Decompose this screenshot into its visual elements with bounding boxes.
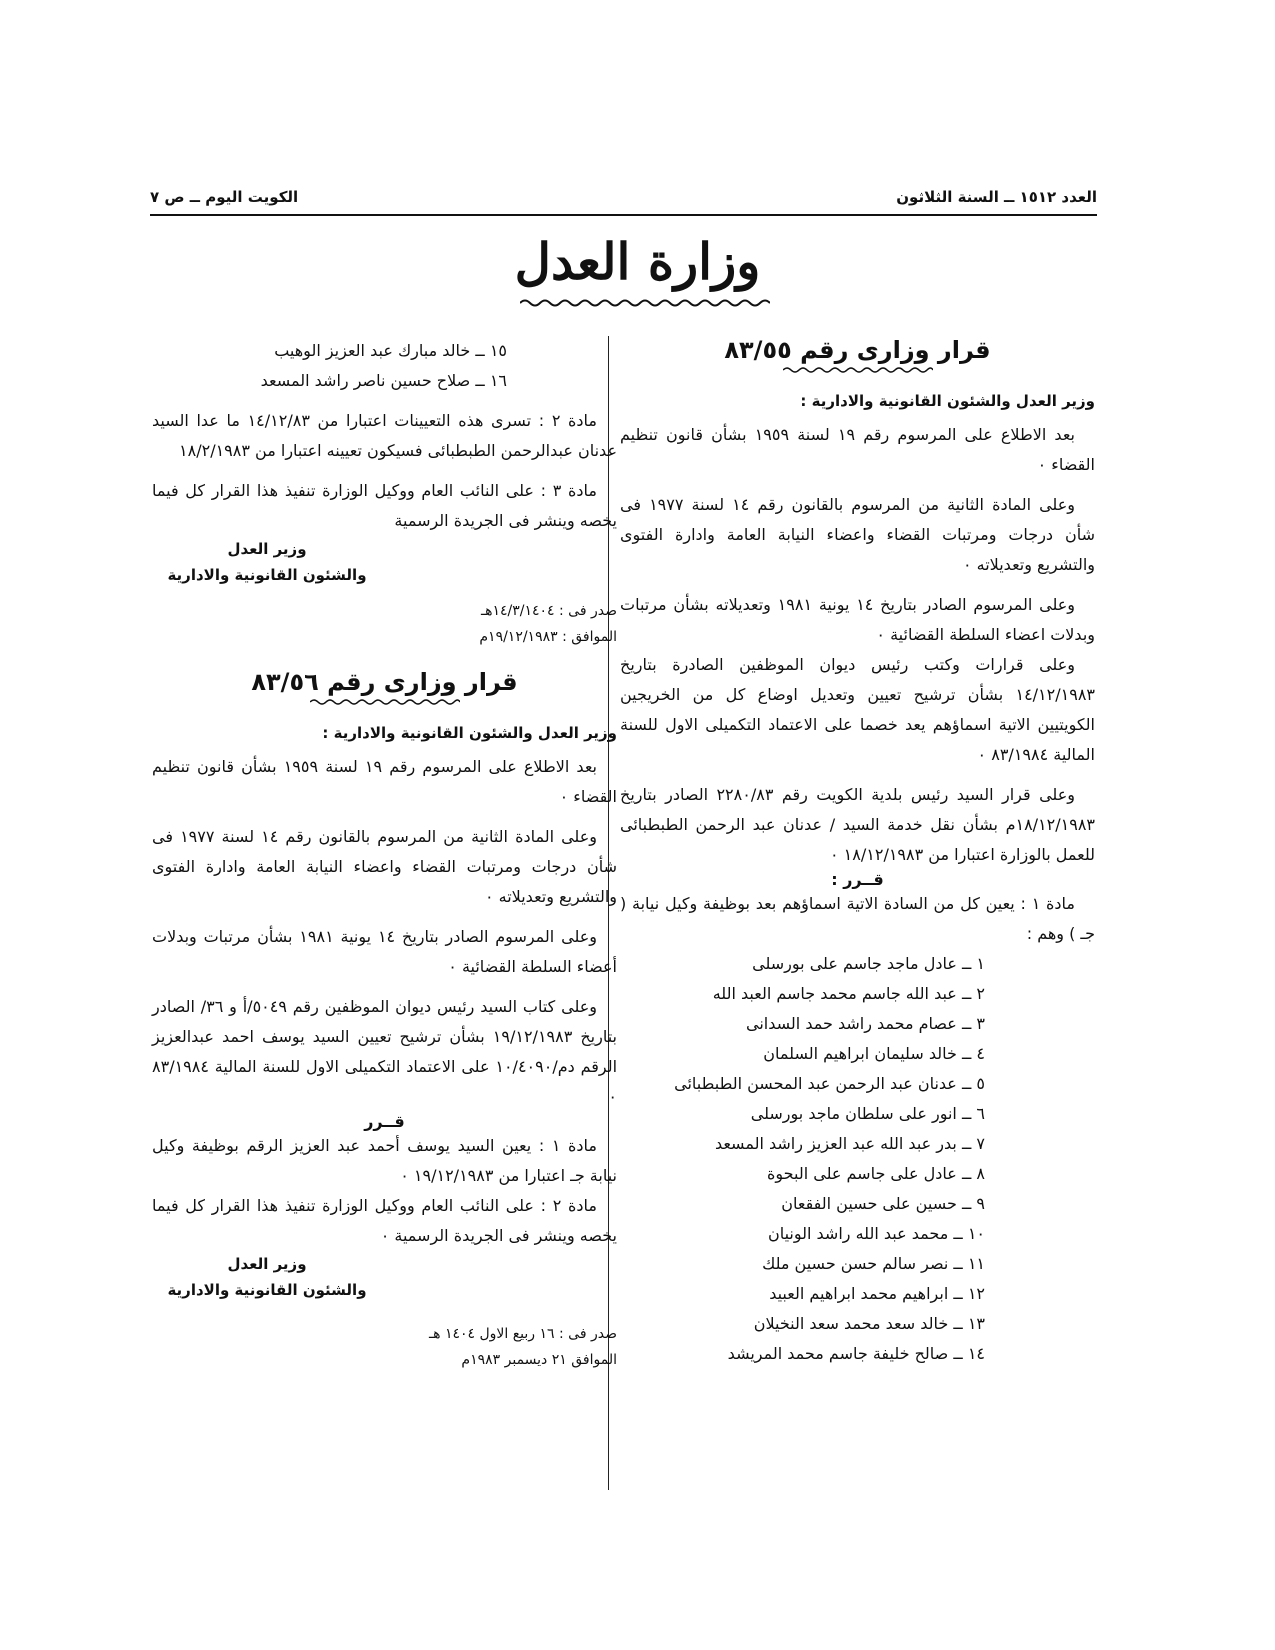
decree-55-preamble-1: بعد الاطلاع على المرسوم رقم ١٩ لسنة ١٩٥٩ بشأن قانون تنظيم القضاء ٠ bbox=[620, 425, 1095, 474]
name-list-item: ٩ ــ حسين على حسين الفقعان bbox=[781, 1194, 985, 1213]
decree-55-corresponding-date: الموافق : ١٩/١٢/١٩٨٣م bbox=[479, 629, 617, 645]
name-list-item: ٧ ــ بدر عبد الله عبد العزيز راشد المسعد bbox=[714, 1134, 985, 1153]
decree-56-decided: قــرر bbox=[364, 1112, 405, 1131]
name-list-item: ١٠ ــ محمد عبد الله راشد الونيان bbox=[767, 1224, 985, 1243]
decree-56-minister-line: وزير العدل والشئون القانونية والادارية : bbox=[322, 724, 617, 742]
header-rule bbox=[150, 214, 1097, 216]
decree-56-preamble-3: وعلى المرسوم الصادر بتاريخ ١٤ يونية ١٩٨١ بشأن مرتبات وبدلات أعضاء السلطة القضائية ٠ bbox=[152, 927, 617, 976]
decree-55-title: قرار وزارى رقم ٨٣/٥٥ bbox=[724, 336, 991, 364]
name-list-item: ١١ ــ نصر سالم حسن حسين ملك bbox=[762, 1254, 985, 1273]
name-list-item: ٢ ــ عبد الله جاسم محمد جاسم العبد الله bbox=[712, 984, 985, 1003]
decree-55-article-2: مادة ٢ : تسرى هذه التعيينات اعتبارا من ١٤/١٢/٨٣ ما عدا السيد عدنان عبدالرحمن الطبطبائى فسيكون تعيينه اعتبارا من ١٨/٢/١٩٨٣ bbox=[152, 411, 617, 460]
decree-55-preamble-3: وعلى المرسوم الصادر بتاريخ ١٤ يونية ١٩٨١ وتعديلاته بشأن مرتبات وبدلات اعضاء السلطة القضائية ٠ bbox=[620, 595, 1095, 644]
decree-55-signature-title: وزير العدل bbox=[227, 540, 307, 558]
decree-56-article-2: مادة ٢ : على النائب العام ووكيل الوزارة تنفيذ هذا القرار كل فيما يخصه وينشر فى الجريدة الرسمية ٠ bbox=[152, 1196, 617, 1245]
decree-56-title: قرار وزارى رقم ٨٣/٥٦ bbox=[251, 668, 518, 696]
decree-56-title-ornament bbox=[310, 698, 460, 706]
decree-55-column bbox=[620, 336, 1095, 1369]
decree-55-title-ornament bbox=[783, 366, 933, 374]
decree-56-preamble-4: وعلى كتاب السيد رئيس ديوان الموظفين رقم ٥٠٤٩/أ و ٣٦/ الصادر بتاريخ ١٩/١٢/١٩٨٣ بشأن ترشيح تعيين السيد يوسف احمد عبدالعزيز الرقم دم/١٠/٤٠٩٠ على الاعتماد التكميلى الاول للسنة المالية ٨٣/١٩٨٤ ٠ bbox=[152, 997, 618, 1106]
decree-55-continuation-and-56-column bbox=[152, 336, 617, 1373]
ministry-title-ornament bbox=[520, 298, 770, 308]
decree-55-decided: قــرر : bbox=[831, 870, 884, 889]
decree-56-signature-subtitle: والشئون القانونية والادارية bbox=[167, 1281, 367, 1299]
decree-55-preamble-4: وعلى قرارات وكتب رئيس ديوان الموظفين الصادرة بتاريخ ١٤/١٢/١٩٨٣ بشأن ترشيح تعيين وتعديل اوضاع كل من الخريجين الكويتيين الاتية اسماؤهم يعد خصما على الاعتماد التكميلى الاول للسنة المالية ٨٣/١٩٨٤ ٠ bbox=[620, 655, 1095, 764]
issue-header: العدد ١٥١٢ ــ السنة الثلاثون bbox=[896, 188, 1097, 206]
decree-55-signature-subtitle: والشئون القانونية والادارية bbox=[167, 566, 367, 584]
decree-56-article-1: مادة ١ : يعين السيد يوسف أحمد عبد العزيز الرقم بوظيفة وكيل نيابة جـ اعتبارا من ١٩/١٢/١٩٨٣ ٠ bbox=[152, 1136, 617, 1185]
decree-55-issued-date: صدر فى : ١٤/٣/١٤٠٤هـ bbox=[481, 603, 617, 619]
decree-55-preamble-2: وعلى المادة الثانية من المرسوم بالقانون رقم ١٤ لسنة ١٩٧٧ فى شأن درجات ومرتبات القضاء واعضاء النيابة العامة وادارة الفتوى والتشريع وتعديلاته ٠ bbox=[620, 495, 1095, 574]
page-header: الكويت اليوم ــ ص ٧ bbox=[150, 188, 299, 206]
decree-56-signature-title: وزير العدل bbox=[227, 1255, 307, 1273]
name-list-item: ٤ ــ خالد سليمان ابراهيم السلمان bbox=[763, 1044, 985, 1063]
ministry-title: وزارة العدل bbox=[514, 232, 761, 291]
name-list-item: ١٤ ــ صالح خليفة جاسم محمد المريشد bbox=[727, 1344, 985, 1363]
name-list-item: ٣ ــ عصام محمد راشد حمد السدانى bbox=[746, 1014, 985, 1033]
decree-56-corresponding-date: الموافق ٢١ ديسمبر ١٩٨٣م bbox=[461, 1352, 617, 1368]
decree-55-article-3: مادة ٣ : على النائب العام ووكيل الوزارة تنفيذ هذا القرار كل فيما يخصه وينشر فى الجريدة الرسمية bbox=[152, 481, 617, 530]
name-list-item: ٨ ــ عادل على جاسم على البحوة bbox=[767, 1164, 985, 1183]
decree-56-preamble-2: وعلى المادة الثانية من المرسوم بالقانون رقم ١٤ لسنة ١٩٧٧ فى شأن درجات ومرتبات القضاء واعضاء النيابة العامة وادارة الفتوى والتشريع وتعديلاته ٠ bbox=[152, 827, 617, 906]
decree-55-article-1: مادة ١ : يعين كل من السادة الاتية اسماؤهم بعد بوظيفة وكيل نيابة ( جـ ) وهم : bbox=[620, 894, 1095, 943]
name-list-item: ٥ ــ عدنان عبد الرحمن عبد المحسن الطبطبائى bbox=[674, 1074, 985, 1093]
name-list-item: ١٢ ــ ابراهيم محمد ابراهيم العبيد bbox=[769, 1284, 985, 1303]
decree-56-issued-date: صدر فى : ١٦ ربيع الاول ١٤٠٤ هـ bbox=[429, 1326, 617, 1342]
decree-55-preamble-5: وعلى قرار السيد رئيس بلدية الكويت رقم ٢٢٨٠/٨٣ الصادر بتاريخ ١٨/١٢/١٩٨٣م بشأن نقل خدمة السيد / عدنان عبد الرحمن الطبطبائى للعمل بالوزارة اعتبارا من ١٨/١٢/١٩٨٣ ٠ bbox=[620, 785, 1095, 864]
decree-56-preamble-1: بعد الاطلاع على المرسوم رقم ١٩ لسنة ١٩٥٩ بشأن قانون تنظيم القضاء ٠ bbox=[152, 757, 617, 806]
name-list-item: ١ ــ عادل ماجد جاسم على بورسلى bbox=[752, 954, 985, 973]
name-list-item: ١٥ ــ خالد مبارك عبد العزيز الوهيب bbox=[274, 341, 507, 360]
decree-55-minister-line: وزير العدل والشئون القانونية والادارية : bbox=[800, 392, 1095, 410]
name-list-item: ١٣ ــ خالد سعد محمد سعد النخيلان bbox=[753, 1314, 985, 1333]
name-list-item: ١٦ ــ صلاح حسين ناصر راشد المسعد bbox=[260, 371, 507, 390]
name-list-item: ٦ ــ انور على سلطان ماجد بورسلى bbox=[750, 1104, 985, 1123]
